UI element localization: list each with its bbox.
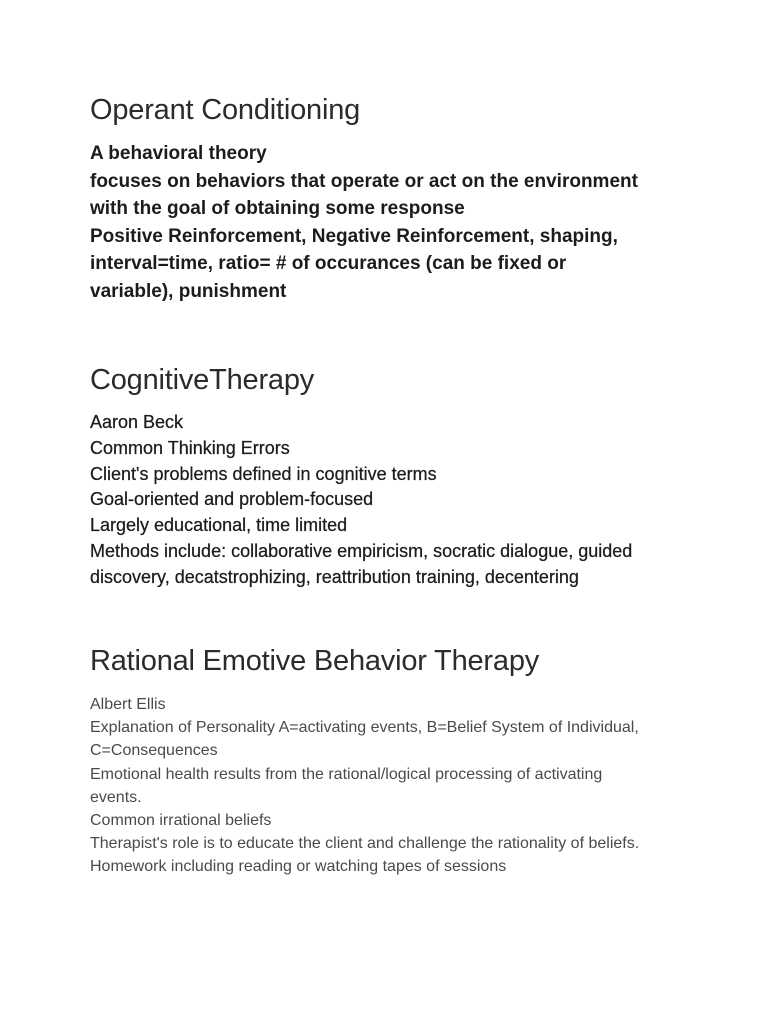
body-line: Common Thinking Errors bbox=[90, 437, 290, 458]
body-line: A behavioral theory bbox=[90, 143, 267, 164]
section-operant-conditioning bbox=[90, 92, 690, 305]
body-line: Therapist's role is to educate the client and challenge the rationality of beliefs. bbox=[90, 835, 640, 853]
body-line: Explanation of Personality A=activating events, B=Belief System of Individual, bbox=[90, 719, 639, 737]
body-line: Largely educational, time limited bbox=[90, 515, 348, 536]
body-line: Aaron Beck bbox=[90, 412, 184, 432]
body-line: Goal-oriented and problem-focused bbox=[90, 489, 374, 510]
section-rebt bbox=[90, 643, 690, 879]
body-line: interval=time, ratio= # of occurances (can be fixed or bbox=[90, 253, 567, 274]
body-line: variable), punishment bbox=[90, 280, 287, 302]
body-line: with the goal of obtaining some response bbox=[90, 198, 465, 219]
section-heading: Operant Conditioning bbox=[90, 94, 361, 126]
body-line: discovery, decatstrophizing, reattribution training, decentering bbox=[90, 566, 579, 587]
body-line: Albert Ellis bbox=[90, 696, 166, 713]
body-line: Common irrational beliefs bbox=[90, 812, 272, 830]
body-line: Emotional health results from the rational/logical processing of activating bbox=[90, 765, 603, 783]
body-line: Client's problems defined in cognitive terms bbox=[90, 463, 437, 484]
body-line: Homework including reading or watching tapes of sessions bbox=[90, 858, 507, 876]
body-line: focuses on behaviors that operate or act on the environment bbox=[90, 170, 638, 192]
section-body bbox=[90, 410, 690, 591]
section-cognitive-therapy bbox=[90, 362, 690, 591]
body-line: Methods include: collaborative empiricism, socratic dialogue, guided bbox=[90, 540, 633, 561]
section-heading: Rational Emotive Behavior Therapy bbox=[90, 645, 540, 677]
body-line: Positive Reinforcement, Negative Reinforcement, shaping, bbox=[90, 225, 618, 247]
section-heading: CognitiveTherapy bbox=[90, 364, 315, 396]
body-line: events. bbox=[90, 788, 142, 806]
section-body bbox=[90, 140, 690, 305]
body-line: C=Consequences bbox=[90, 742, 218, 760]
section-body bbox=[90, 693, 690, 879]
